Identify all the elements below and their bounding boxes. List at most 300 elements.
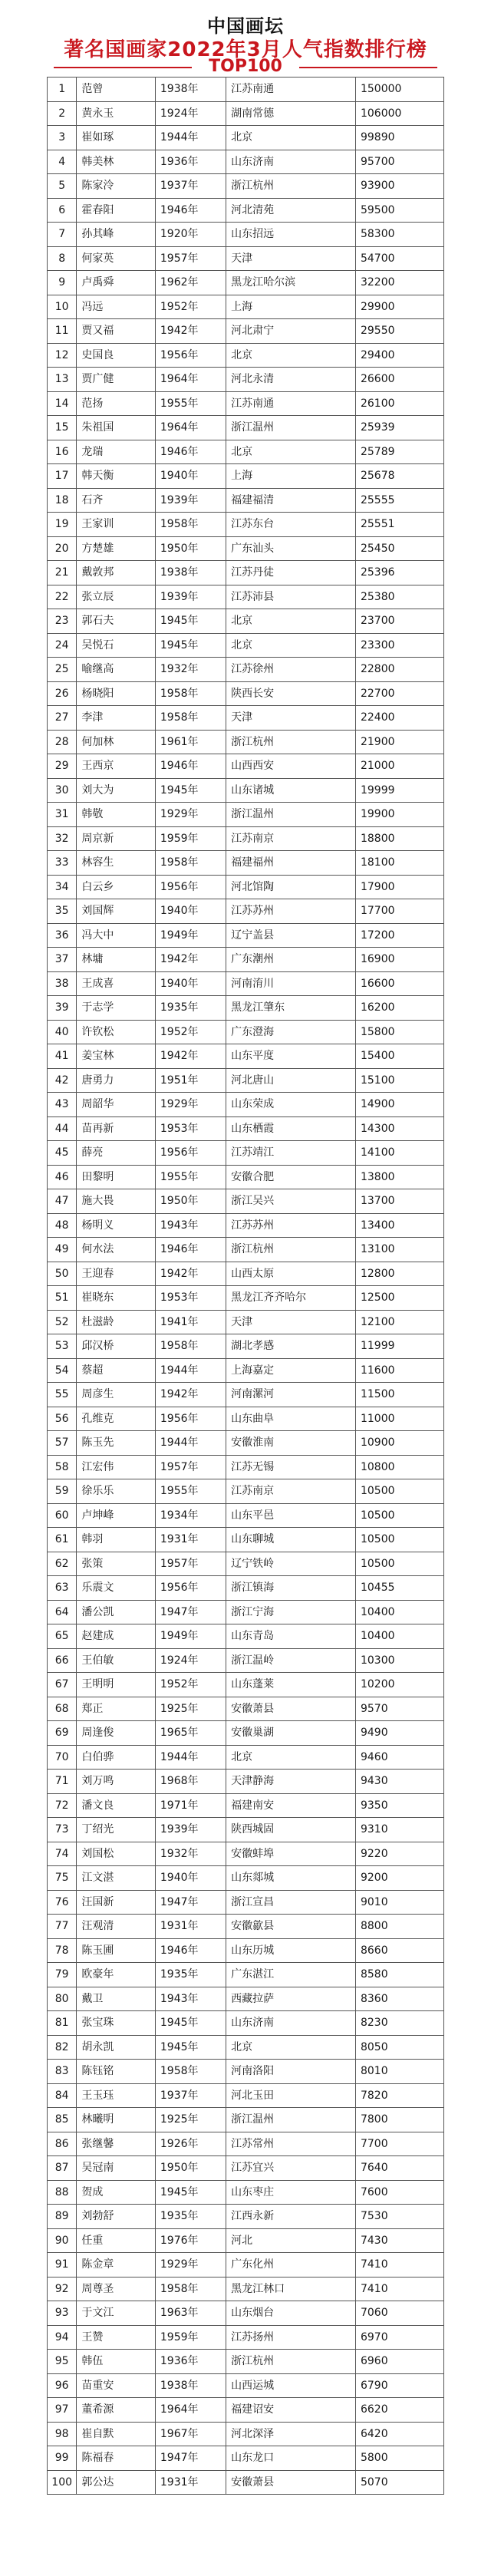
birth-year-cell: 1935年 bbox=[155, 2205, 226, 2229]
rank-cell: 30 bbox=[48, 778, 77, 803]
artist-name-cell: 周彦生 bbox=[77, 1383, 156, 1407]
artist-name-cell: 陈家泠 bbox=[77, 174, 156, 199]
table-row bbox=[48, 1890, 444, 1915]
rank-cell: 25 bbox=[48, 658, 77, 682]
birth-year-cell: 1939年 bbox=[155, 488, 226, 513]
artist-name-cell: 王明明 bbox=[77, 1673, 156, 1697]
popularity-index-cell: 10800 bbox=[355, 1455, 443, 1479]
rank-cell: 18 bbox=[48, 488, 77, 513]
table-row bbox=[48, 1673, 444, 1697]
popularity-index-cell: 9430 bbox=[355, 1770, 443, 1794]
popularity-index-cell: 7800 bbox=[355, 2108, 443, 2132]
popularity-index-cell: 7060 bbox=[355, 2301, 443, 2326]
table-row bbox=[48, 585, 444, 609]
table-row bbox=[48, 464, 444, 489]
birthplace-cell: 黑龙江林口 bbox=[226, 2277, 356, 2301]
birth-year-cell: 1947年 bbox=[155, 1600, 226, 1624]
birthplace-cell: 北京 bbox=[226, 126, 356, 150]
popularity-index-cell: 9310 bbox=[355, 1818, 443, 1842]
artist-name-cell: 胡永凯 bbox=[77, 2035, 156, 2060]
table-row bbox=[48, 101, 444, 126]
birth-year-cell: 1956年 bbox=[155, 1141, 226, 1166]
rank-cell: 60 bbox=[48, 1503, 77, 1528]
table-row bbox=[48, 150, 444, 174]
table-row bbox=[48, 271, 444, 295]
artist-name-cell: 喻继高 bbox=[77, 658, 156, 682]
popularity-index-cell: 29900 bbox=[355, 295, 443, 319]
birth-year-cell: 1963年 bbox=[155, 2301, 226, 2326]
table-row bbox=[48, 1552, 444, 1576]
popularity-index-cell: 7820 bbox=[355, 2083, 443, 2108]
birthplace-cell: 江苏南通 bbox=[226, 391, 356, 416]
table-row bbox=[48, 1915, 444, 1939]
artist-name-cell: 贾广健 bbox=[77, 368, 156, 392]
birth-year-cell: 1957年 bbox=[155, 246, 226, 271]
artist-name-cell: 乐震文 bbox=[77, 1576, 156, 1601]
artist-name-cell: 丁绍光 bbox=[77, 1818, 156, 1842]
birth-year-cell: 1950年 bbox=[155, 2156, 226, 2181]
rank-cell: 6 bbox=[48, 198, 77, 223]
birthplace-cell: 浙江宁海 bbox=[226, 1600, 356, 1624]
birth-year-cell: 1968年 bbox=[155, 1770, 226, 1794]
table-row bbox=[48, 488, 444, 513]
birth-year-cell: 1944年 bbox=[155, 1745, 226, 1770]
popularity-index-cell: 10500 bbox=[355, 1503, 443, 1528]
rank-cell: 15 bbox=[48, 416, 77, 440]
rank-cell: 61 bbox=[48, 1528, 77, 1552]
artist-name-cell: 姜宝林 bbox=[77, 1044, 156, 1069]
birthplace-cell: 辽宁铁岭 bbox=[226, 1552, 356, 1576]
birth-year-cell: 1952年 bbox=[155, 1020, 226, 1044]
birthplace-cell: 安徽歙县 bbox=[226, 1915, 356, 1939]
artist-name-cell: 许钦松 bbox=[77, 1020, 156, 1044]
popularity-index-cell: 19999 bbox=[355, 778, 443, 803]
artist-name-cell: 王玉珏 bbox=[77, 2083, 156, 2108]
popularity-index-cell: 8050 bbox=[355, 2035, 443, 2060]
table-row bbox=[48, 1745, 444, 1770]
rank-cell: 29 bbox=[48, 754, 77, 779]
artist-name-cell: 江宏伟 bbox=[77, 1455, 156, 1479]
rank-cell: 94 bbox=[48, 2325, 77, 2350]
popularity-index-cell: 106000 bbox=[355, 101, 443, 126]
rank-cell: 21 bbox=[48, 561, 77, 585]
rank-cell: 47 bbox=[48, 1189, 77, 1214]
birth-year-cell: 1942年 bbox=[155, 1262, 226, 1286]
popularity-index-cell: 9350 bbox=[355, 1793, 443, 1818]
artist-name-cell: 范扬 bbox=[77, 391, 156, 416]
popularity-index-cell: 12800 bbox=[355, 1262, 443, 1286]
rank-cell: 64 bbox=[48, 1600, 77, 1624]
table-row bbox=[48, 875, 444, 899]
artist-name-cell: 何加林 bbox=[77, 730, 156, 754]
birth-year-cell: 1942年 bbox=[155, 948, 226, 972]
table-row bbox=[48, 2083, 444, 2108]
birthplace-cell: 浙江温州 bbox=[226, 2108, 356, 2132]
birthplace-cell: 广东化州 bbox=[226, 2253, 356, 2278]
table-row bbox=[48, 1044, 444, 1069]
table-row bbox=[48, 1165, 444, 1189]
birthplace-cell: 河北唐山 bbox=[226, 1068, 356, 1093]
rank-cell: 69 bbox=[48, 1721, 77, 1746]
artist-name-cell: 江文湛 bbox=[77, 1866, 156, 1891]
rank-cell: 95 bbox=[48, 2350, 77, 2374]
popularity-index-cell: 9010 bbox=[355, 1890, 443, 1915]
birthplace-cell: 江苏苏州 bbox=[226, 899, 356, 924]
rank-cell: 75 bbox=[48, 1866, 77, 1891]
birth-year-cell: 1940年 bbox=[155, 1866, 226, 1891]
birth-year-cell: 1920年 bbox=[155, 223, 226, 247]
ranking-table bbox=[47, 77, 444, 2495]
popularity-index-cell: 7410 bbox=[355, 2277, 443, 2301]
table-row bbox=[48, 1093, 444, 1117]
artist-name-cell: 郭石夫 bbox=[77, 609, 156, 634]
birth-year-cell: 1951年 bbox=[155, 1068, 226, 1093]
artist-name-cell: 韩美林 bbox=[77, 150, 156, 174]
birth-year-cell: 1953年 bbox=[155, 1286, 226, 1311]
rank-cell: 67 bbox=[48, 1673, 77, 1697]
rank-cell: 28 bbox=[48, 730, 77, 754]
popularity-index-cell: 14900 bbox=[355, 1093, 443, 1117]
table-row bbox=[48, 1818, 444, 1842]
birth-year-cell: 1940年 bbox=[155, 899, 226, 924]
rank-cell: 34 bbox=[48, 875, 77, 899]
rank-cell: 1 bbox=[48, 78, 77, 102]
popularity-index-cell: 18100 bbox=[355, 851, 443, 876]
popularity-index-cell: 10455 bbox=[355, 1576, 443, 1601]
table-row bbox=[48, 803, 444, 827]
rank-cell: 89 bbox=[48, 2205, 77, 2229]
popularity-index-cell: 6960 bbox=[355, 2350, 443, 2374]
popularity-index-cell: 10900 bbox=[355, 1431, 443, 1456]
birthplace-cell: 江苏南通 bbox=[226, 78, 356, 102]
table-row bbox=[48, 1576, 444, 1601]
artist-name-cell: 朱祖国 bbox=[77, 416, 156, 440]
birth-year-cell: 1938年 bbox=[155, 78, 226, 102]
birth-year-cell: 1944年 bbox=[155, 1358, 226, 1383]
birthplace-cell: 山东栖霞 bbox=[226, 1116, 356, 1141]
birth-year-cell: 1949年 bbox=[155, 1624, 226, 1649]
table-row bbox=[48, 1383, 444, 1407]
rank-cell: 77 bbox=[48, 1915, 77, 1939]
birthplace-cell: 江苏丹徒 bbox=[226, 561, 356, 585]
birthplace-cell: 浙江温岭 bbox=[226, 1648, 356, 1673]
table-row bbox=[48, 2060, 444, 2084]
rank-cell: 100 bbox=[48, 2470, 77, 2495]
birthplace-cell: 山东龙口 bbox=[226, 2446, 356, 2471]
birthplace-cell: 山东聊城 bbox=[226, 1528, 356, 1552]
artist-name-cell: 林墉 bbox=[77, 948, 156, 972]
artist-name-cell: 冯远 bbox=[77, 295, 156, 319]
popularity-index-cell: 13100 bbox=[355, 1238, 443, 1262]
page-subtitle: TOP100 bbox=[209, 57, 282, 76]
table-row bbox=[48, 1938, 444, 1963]
artist-name-cell: 苗重安 bbox=[77, 2373, 156, 2398]
artist-name-cell: 孔维克 bbox=[77, 1407, 156, 1431]
rank-cell: 20 bbox=[48, 536, 77, 561]
table-row bbox=[48, 2180, 444, 2205]
birthplace-cell: 山东平度 bbox=[226, 1044, 356, 1069]
birthplace-cell: 山东蓬莱 bbox=[226, 1673, 356, 1697]
birth-year-cell: 1941年 bbox=[155, 1310, 226, 1334]
artist-name-cell: 张继馨 bbox=[77, 2132, 156, 2156]
rank-cell: 43 bbox=[48, 1093, 77, 1117]
birth-year-cell: 1942年 bbox=[155, 319, 226, 344]
birth-year-cell: 1942年 bbox=[155, 1383, 226, 1407]
popularity-index-cell: 10300 bbox=[355, 1648, 443, 1673]
table-row bbox=[48, 681, 444, 706]
popularity-index-cell: 25555 bbox=[355, 488, 443, 513]
rank-cell: 90 bbox=[48, 2228, 77, 2253]
table-row bbox=[48, 2108, 444, 2132]
rank-cell: 54 bbox=[48, 1358, 77, 1383]
rank-cell: 73 bbox=[48, 1818, 77, 1842]
popularity-index-cell: 10500 bbox=[355, 1552, 443, 1576]
birth-year-cell: 1967年 bbox=[155, 2422, 226, 2446]
artist-name-cell: 王伯敏 bbox=[77, 1648, 156, 1673]
popularity-index-cell: 23300 bbox=[355, 633, 443, 658]
table-row bbox=[48, 1793, 444, 1818]
birth-year-cell: 1937年 bbox=[155, 2083, 226, 2108]
artist-name-cell: 于文江 bbox=[77, 2301, 156, 2326]
rank-cell: 26 bbox=[48, 681, 77, 706]
table-row bbox=[48, 1189, 444, 1214]
artist-name-cell: 韩伍 bbox=[77, 2350, 156, 2374]
birth-year-cell: 1945年 bbox=[155, 609, 226, 634]
table-row bbox=[48, 2325, 444, 2350]
birthplace-cell: 北京 bbox=[226, 609, 356, 634]
birthplace-cell: 江西永新 bbox=[226, 2205, 356, 2229]
popularity-index-cell: 23700 bbox=[355, 609, 443, 634]
table-row bbox=[48, 2253, 444, 2278]
popularity-index-cell: 6420 bbox=[355, 2422, 443, 2446]
birth-year-cell: 1936年 bbox=[155, 2350, 226, 2374]
table-row bbox=[48, 1648, 444, 1673]
table-row bbox=[48, 2228, 444, 2253]
popularity-index-cell: 25450 bbox=[355, 536, 443, 561]
birth-year-cell: 1965年 bbox=[155, 1721, 226, 1746]
table-row bbox=[48, 319, 444, 344]
rank-cell: 38 bbox=[48, 971, 77, 996]
birth-year-cell: 1937年 bbox=[155, 174, 226, 199]
table-row bbox=[48, 1503, 444, 1528]
artist-name-cell: 何家英 bbox=[77, 246, 156, 271]
popularity-index-cell: 15100 bbox=[355, 1068, 443, 1093]
birthplace-cell: 江苏南京 bbox=[226, 826, 356, 851]
birthplace-cell: 河北永清 bbox=[226, 368, 356, 392]
birth-year-cell: 1945年 bbox=[155, 2035, 226, 2060]
table-row bbox=[48, 1310, 444, 1334]
artist-name-cell: 吴冠南 bbox=[77, 2156, 156, 2181]
rank-cell: 86 bbox=[48, 2132, 77, 2156]
birthplace-cell: 陕西城固 bbox=[226, 1818, 356, 1842]
birthplace-cell: 山东曲阜 bbox=[226, 1407, 356, 1431]
birthplace-cell: 河北清苑 bbox=[226, 198, 356, 223]
birthplace-cell: 山西西安 bbox=[226, 754, 356, 779]
artist-name-cell: 王成喜 bbox=[77, 971, 156, 996]
table-row bbox=[48, 778, 444, 803]
birthplace-cell: 河北深泽 bbox=[226, 2422, 356, 2446]
popularity-index-cell: 25396 bbox=[355, 561, 443, 585]
artist-name-cell: 潘文良 bbox=[77, 1793, 156, 1818]
rank-cell: 93 bbox=[48, 2301, 77, 2326]
popularity-index-cell: 9200 bbox=[355, 1866, 443, 1891]
birth-year-cell: 1940年 bbox=[155, 971, 226, 996]
table-row bbox=[48, 923, 444, 948]
birth-year-cell: 1947年 bbox=[155, 2446, 226, 2471]
artist-name-cell: 欧豪年 bbox=[77, 1963, 156, 1987]
artist-name-cell: 陈玉圃 bbox=[77, 1938, 156, 1963]
popularity-index-cell: 32200 bbox=[355, 271, 443, 295]
table-row bbox=[48, 1431, 444, 1456]
birth-year-cell: 1953年 bbox=[155, 1116, 226, 1141]
birthplace-cell: 山东济南 bbox=[226, 150, 356, 174]
ranking-table-body bbox=[48, 78, 444, 2495]
artist-name-cell: 潘公凯 bbox=[77, 1600, 156, 1624]
table-row bbox=[48, 996, 444, 1021]
rank-cell: 9 bbox=[48, 271, 77, 295]
artist-name-cell: 陈钰铭 bbox=[77, 2060, 156, 2084]
table-row bbox=[48, 1600, 444, 1624]
table-row bbox=[48, 2446, 444, 2471]
birth-year-cell: 1944年 bbox=[155, 1431, 226, 1456]
artist-name-cell: 杨明义 bbox=[77, 1213, 156, 1238]
rank-cell: 82 bbox=[48, 2035, 77, 2060]
table-row bbox=[48, 295, 444, 319]
artist-name-cell: 白云乡 bbox=[77, 875, 156, 899]
rank-cell: 74 bbox=[48, 1842, 77, 1866]
rank-cell: 56 bbox=[48, 1407, 77, 1431]
popularity-index-cell: 7530 bbox=[355, 2205, 443, 2229]
popularity-index-cell: 18800 bbox=[355, 826, 443, 851]
birthplace-cell: 北京 bbox=[226, 440, 356, 464]
birthplace-cell: 福建南安 bbox=[226, 1793, 356, 1818]
birth-year-cell: 1957年 bbox=[155, 1455, 226, 1479]
table-row bbox=[48, 2205, 444, 2229]
popularity-index-cell: 11999 bbox=[355, 1334, 443, 1359]
birthplace-cell: 江苏苏州 bbox=[226, 1213, 356, 1238]
rank-cell: 80 bbox=[48, 1987, 77, 2011]
artist-name-cell: 陈福春 bbox=[77, 2446, 156, 2471]
birth-year-cell: 1958年 bbox=[155, 706, 226, 731]
artist-name-cell: 刘大为 bbox=[77, 778, 156, 803]
birthplace-cell: 山东历城 bbox=[226, 1938, 356, 1963]
birthplace-cell: 安徽蚌埠 bbox=[226, 1842, 356, 1866]
birth-year-cell: 1955年 bbox=[155, 1165, 226, 1189]
table-row bbox=[48, 1528, 444, 1552]
popularity-index-cell: 8360 bbox=[355, 1987, 443, 2011]
birth-year-cell: 1956年 bbox=[155, 875, 226, 899]
birthplace-cell: 山东枣庄 bbox=[226, 2180, 356, 2205]
birth-year-cell: 1958年 bbox=[155, 2277, 226, 2301]
birthplace-cell: 福建福州 bbox=[226, 851, 356, 876]
artist-name-cell: 李津 bbox=[77, 706, 156, 731]
popularity-index-cell: 22400 bbox=[355, 706, 443, 731]
birthplace-cell: 山东烟台 bbox=[226, 2301, 356, 2326]
table-row bbox=[48, 126, 444, 150]
birth-year-cell: 1946年 bbox=[155, 754, 226, 779]
artist-name-cell: 贺成 bbox=[77, 2180, 156, 2205]
birthplace-cell: 江苏无锡 bbox=[226, 1455, 356, 1479]
popularity-index-cell: 95700 bbox=[355, 150, 443, 174]
table-row bbox=[48, 754, 444, 779]
rank-cell: 55 bbox=[48, 1383, 77, 1407]
birthplace-cell: 山西运城 bbox=[226, 2373, 356, 2398]
table-row bbox=[48, 1213, 444, 1238]
birthplace-cell: 浙江温州 bbox=[226, 803, 356, 827]
table-row bbox=[48, 2373, 444, 2398]
rank-cell: 85 bbox=[48, 2108, 77, 2132]
popularity-index-cell: 5800 bbox=[355, 2446, 443, 2471]
birthplace-cell: 陕西长安 bbox=[226, 681, 356, 706]
birthplace-cell: 广东潮州 bbox=[226, 948, 356, 972]
birth-year-cell: 1959年 bbox=[155, 2325, 226, 2350]
popularity-index-cell: 99890 bbox=[355, 126, 443, 150]
birthplace-cell: 浙江杭州 bbox=[226, 1238, 356, 1262]
popularity-index-cell: 16600 bbox=[355, 971, 443, 996]
birth-year-cell: 1944年 bbox=[155, 126, 226, 150]
table-row bbox=[48, 1116, 444, 1141]
rank-cell: 81 bbox=[48, 2011, 77, 2036]
artist-name-cell: 徐乐乐 bbox=[77, 1479, 156, 1504]
table-row bbox=[48, 174, 444, 199]
popularity-index-cell: 25678 bbox=[355, 464, 443, 489]
birthplace-cell: 山东荣成 bbox=[226, 1093, 356, 1117]
birth-year-cell: 1946年 bbox=[155, 198, 226, 223]
rank-cell: 88 bbox=[48, 2180, 77, 2205]
page-title: 著名国画家2022年3月人气指数排行榜 bbox=[64, 38, 427, 61]
table-row bbox=[48, 536, 444, 561]
popularity-index-cell: 29550 bbox=[355, 319, 443, 344]
table-row bbox=[48, 1407, 444, 1431]
birthplace-cell: 山东诸城 bbox=[226, 778, 356, 803]
popularity-index-cell: 22700 bbox=[355, 681, 443, 706]
rank-cell: 87 bbox=[48, 2156, 77, 2181]
artist-name-cell: 周尊圣 bbox=[77, 2277, 156, 2301]
birthplace-cell: 浙江镇海 bbox=[226, 1576, 356, 1601]
popularity-index-cell: 14300 bbox=[355, 1116, 443, 1141]
popularity-index-cell: 54700 bbox=[355, 246, 443, 271]
birthplace-cell: 广东汕头 bbox=[226, 536, 356, 561]
rank-cell: 17 bbox=[48, 464, 77, 489]
table-row bbox=[48, 2132, 444, 2156]
birthplace-cell: 安徽淮南 bbox=[226, 1431, 356, 1456]
rank-cell: 4 bbox=[48, 150, 77, 174]
birthplace-cell: 北京 bbox=[226, 343, 356, 368]
popularity-index-cell: 21000 bbox=[355, 754, 443, 779]
brand-title: 中国画坛 bbox=[207, 15, 284, 37]
birth-year-cell: 1945年 bbox=[155, 2011, 226, 2036]
artist-name-cell: 周逢俊 bbox=[77, 1721, 156, 1746]
rank-cell: 27 bbox=[48, 706, 77, 731]
rank-cell: 78 bbox=[48, 1938, 77, 1963]
artist-name-cell: 刘国松 bbox=[77, 1842, 156, 1866]
birth-year-cell: 1926年 bbox=[155, 2132, 226, 2156]
birth-year-cell: 1936年 bbox=[155, 150, 226, 174]
artist-name-cell: 吴悦石 bbox=[77, 633, 156, 658]
table-row bbox=[48, 826, 444, 851]
rank-cell: 59 bbox=[48, 1479, 77, 1504]
artist-name-cell: 韩羽 bbox=[77, 1528, 156, 1552]
birthplace-cell: 上海嘉定 bbox=[226, 1358, 356, 1383]
birthplace-cell: 安徽合肥 bbox=[226, 1165, 356, 1189]
artist-name-cell: 冯大中 bbox=[77, 923, 156, 948]
table-row bbox=[48, 1262, 444, 1286]
birthplace-cell: 江苏徐州 bbox=[226, 658, 356, 682]
rank-cell: 83 bbox=[48, 2060, 77, 2084]
birthplace-cell: 安徽巢湖 bbox=[226, 1721, 356, 1746]
birthplace-cell: 浙江温州 bbox=[226, 416, 356, 440]
rank-cell: 3 bbox=[48, 126, 77, 150]
